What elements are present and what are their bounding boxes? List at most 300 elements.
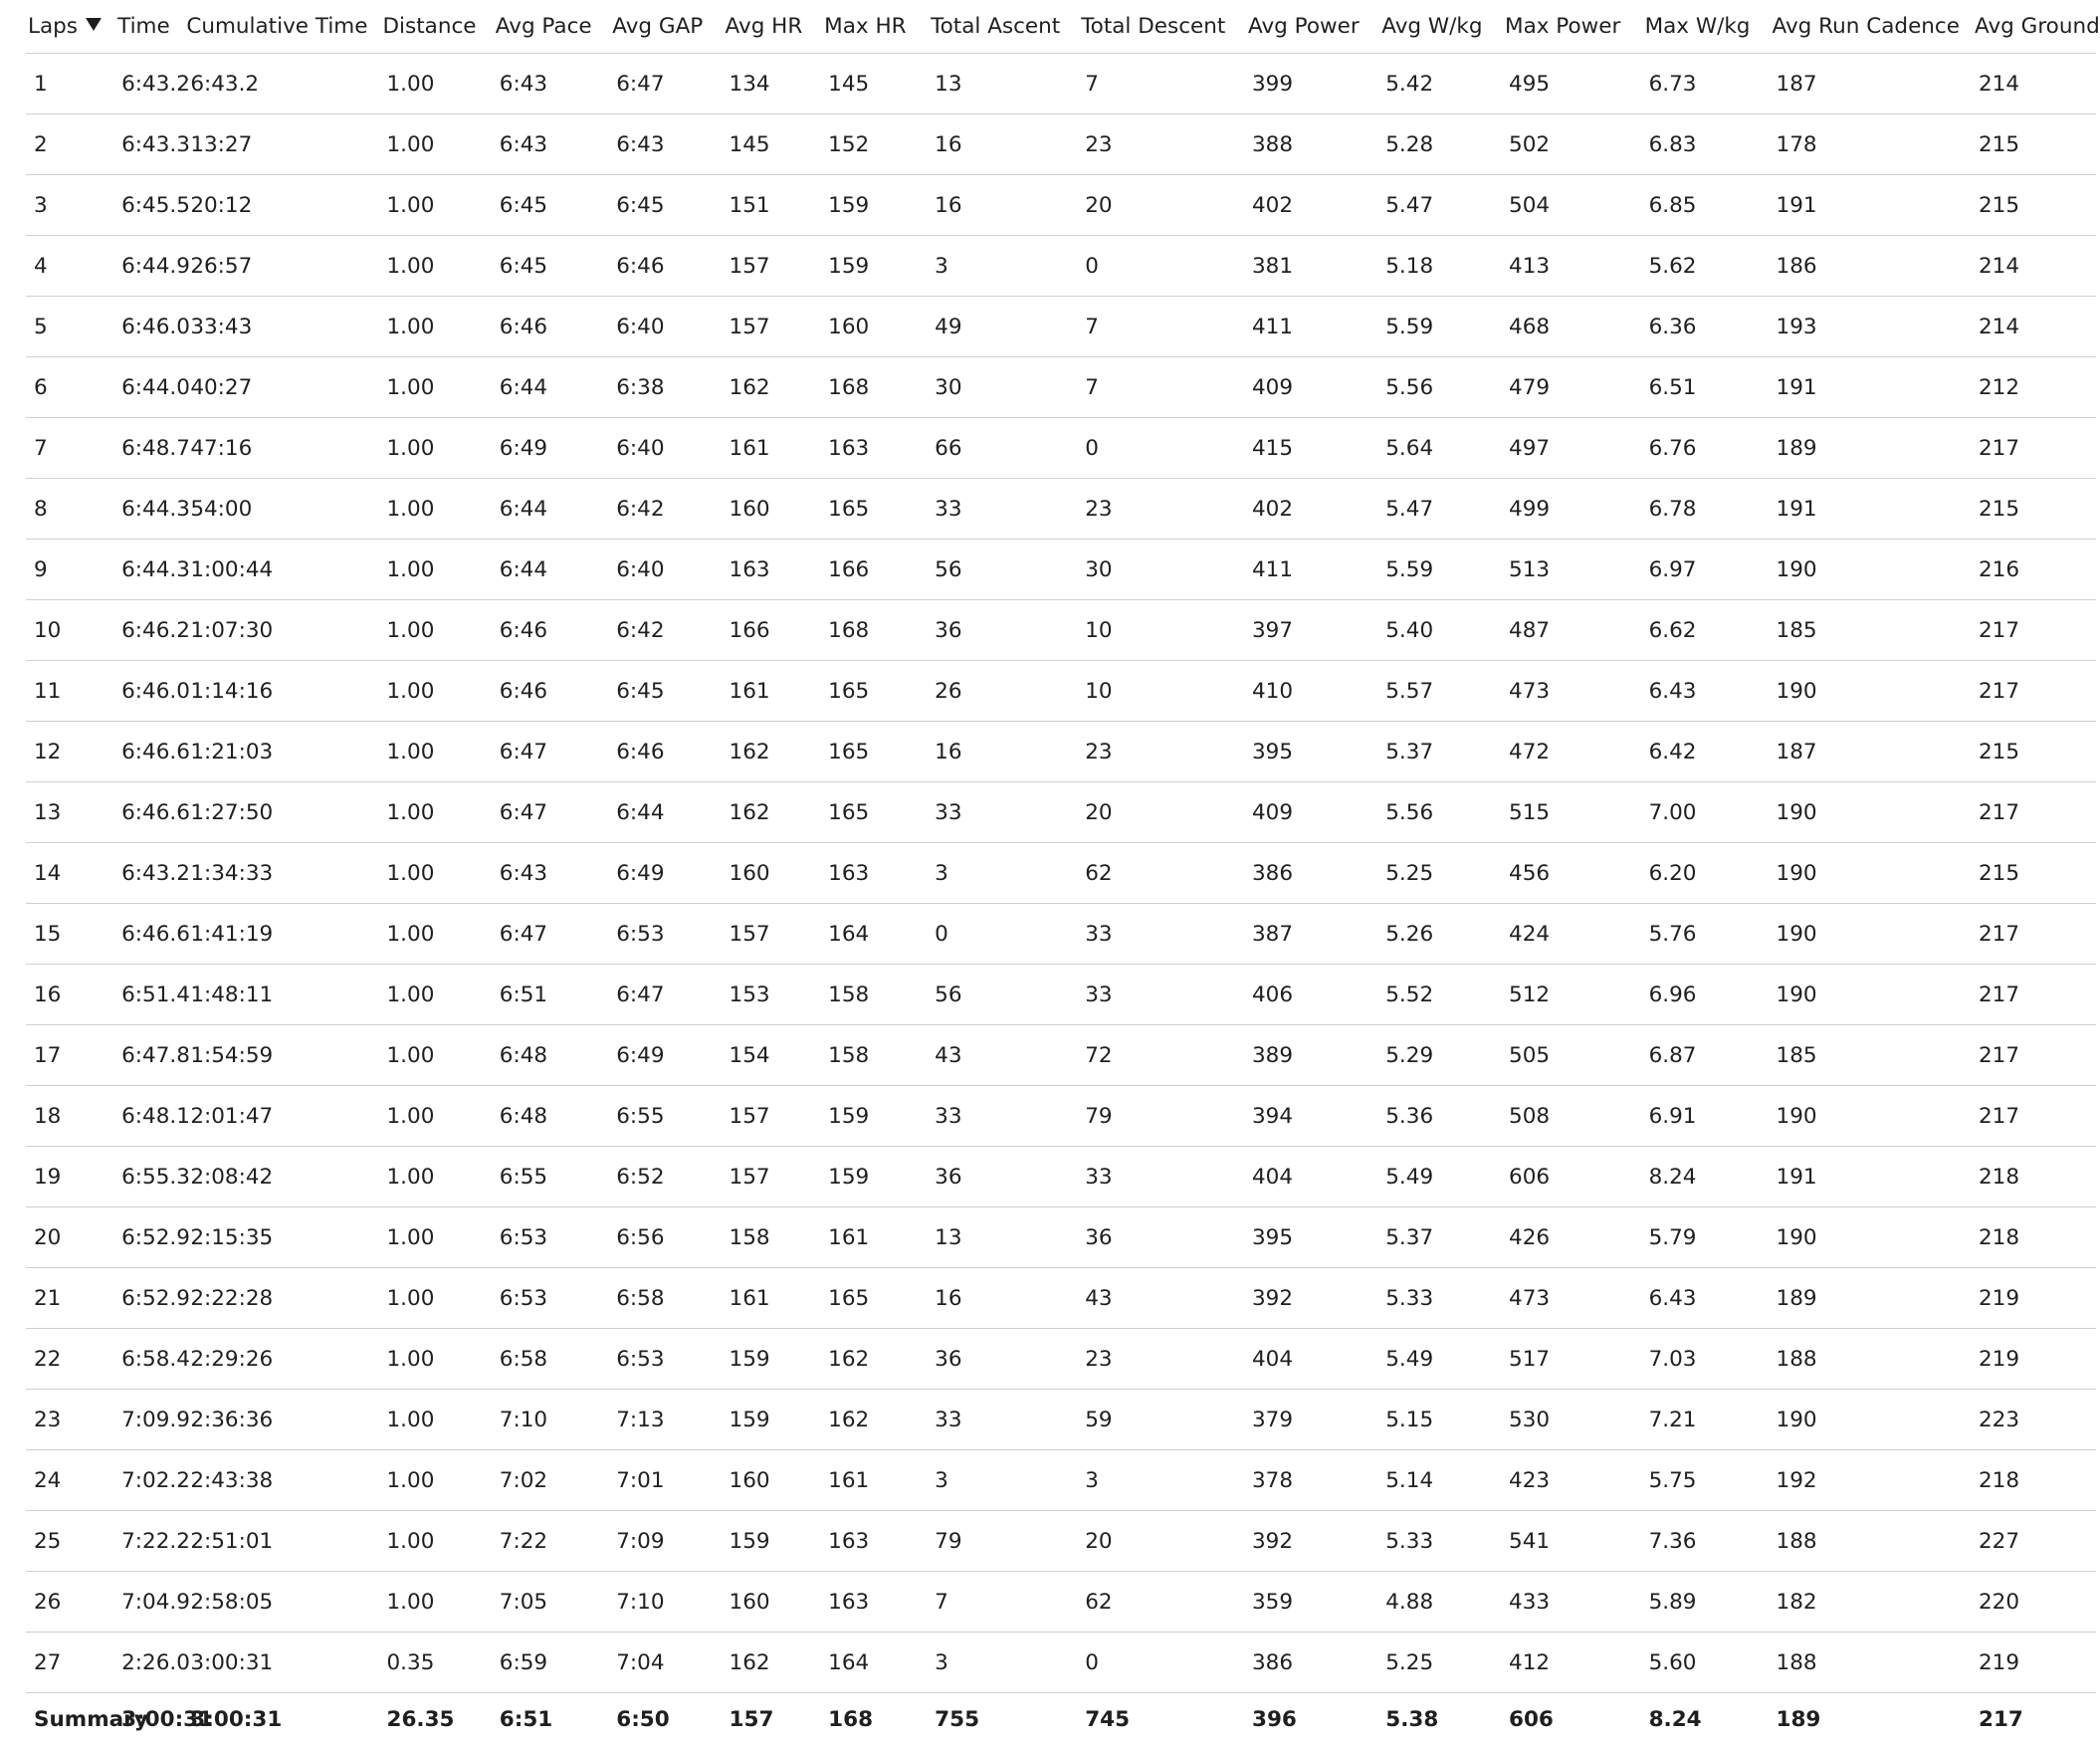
- table-cell: 215: [1971, 479, 2096, 540]
- table-row[interactable]: [26, 661, 2096, 722]
- table-cell: 159: [820, 1086, 927, 1147]
- table-cell: 1:21:03: [182, 722, 378, 782]
- table-cell: 473: [1501, 661, 1641, 722]
- table-cell: 163: [722, 540, 821, 600]
- table-cell: 6:45.5: [113, 175, 182, 236]
- column-header-label: Max W/kg: [1645, 14, 1751, 39]
- table-row[interactable]: [26, 782, 2096, 843]
- table-cell: 530: [1501, 1390, 1641, 1450]
- table-cell: 218: [1971, 1147, 2096, 1207]
- column-header-avg-power[interactable]: [1244, 0, 1377, 54]
- table-cell: 5.49: [1377, 1147, 1501, 1207]
- table-cell: 6:44: [492, 540, 608, 600]
- table-cell: 33: [927, 1390, 1077, 1450]
- summary-cell: 168: [820, 1693, 927, 1745]
- table-cell: 6:51: [492, 965, 608, 1025]
- column-header-label: Avg Power: [1248, 14, 1360, 39]
- table-cell: 1:14:16: [182, 661, 378, 722]
- table-cell: 5.18: [1377, 236, 1501, 297]
- table-cell: 6:46.6: [113, 904, 182, 965]
- table-cell: 424: [1501, 904, 1641, 965]
- table-cell: 1.00: [379, 175, 492, 236]
- table-cell: 191: [1769, 1147, 1971, 1207]
- table-cell: 5.75: [1641, 1450, 1769, 1511]
- table-cell: 160: [722, 1572, 821, 1633]
- table-row[interactable]: [26, 1572, 2096, 1633]
- table-cell: 497: [1501, 418, 1641, 479]
- table-cell: 6:45: [608, 661, 721, 722]
- laps-table-container: [26, 0, 2072, 1736]
- table-cell: 6:51.4: [113, 965, 182, 1025]
- table-cell: 21: [26, 1268, 113, 1329]
- table-cell: 6:52.9: [113, 1207, 182, 1268]
- table-cell: 145: [820, 54, 927, 114]
- table-cell: 3: [927, 236, 1077, 297]
- table-cell: 26:57: [182, 236, 378, 297]
- table-cell: 0: [1077, 236, 1244, 297]
- table-cell: 5.40: [1377, 600, 1501, 661]
- table-cell: 22: [26, 1329, 113, 1390]
- table-cell: 25: [26, 1511, 113, 1572]
- table-cell: 153: [722, 965, 821, 1025]
- table-cell: 16: [927, 175, 1077, 236]
- table-cell: 190: [1769, 843, 1971, 904]
- table-cell: 12: [26, 722, 113, 782]
- summary-cell: 8.24: [1641, 1693, 1769, 1745]
- table-cell: 161: [722, 418, 821, 479]
- table-cell: 165: [820, 479, 927, 540]
- table-cell: 395: [1244, 722, 1377, 782]
- table-cell: 6:48: [492, 1025, 608, 1086]
- table-cell: 6:46.6: [113, 782, 182, 843]
- table-cell: 7:13: [608, 1390, 721, 1450]
- table-row[interactable]: [26, 1390, 2096, 1450]
- table-cell: 6:45: [608, 175, 721, 236]
- column-header-max-w-kg[interactable]: [1641, 0, 1769, 54]
- table-row[interactable]: [26, 600, 2096, 661]
- table-cell: 2:36:36: [182, 1390, 378, 1450]
- table-row[interactable]: [26, 1086, 2096, 1147]
- table-cell: 6:40: [608, 540, 721, 600]
- table-body: [26, 54, 2096, 1745]
- table-cell: 165: [820, 722, 927, 782]
- table-cell: 36: [927, 1329, 1077, 1390]
- table-cell: 163: [820, 418, 927, 479]
- table-cell: 6.96: [1641, 965, 1769, 1025]
- column-header-label: Avg HR: [726, 14, 803, 39]
- column-header-total-descent[interactable]: [1077, 0, 1244, 54]
- table-cell: 6.78: [1641, 479, 1769, 540]
- table-cell: 20: [1077, 175, 1244, 236]
- table-cell: 1.00: [379, 904, 492, 965]
- table-cell: 7.21: [1641, 1390, 1769, 1450]
- summary-cell: 3:00:31: [182, 1693, 378, 1745]
- table-cell: 33: [1077, 965, 1244, 1025]
- table-cell: 62: [1077, 843, 1244, 904]
- table-cell: 187: [1769, 722, 1971, 782]
- table-cell: 163: [820, 843, 927, 904]
- table-cell: 505: [1501, 1025, 1641, 1086]
- table-cell: 5.33: [1377, 1511, 1501, 1572]
- table-cell: 217: [1971, 904, 2096, 965]
- table-cell: 386: [1244, 843, 1377, 904]
- table-cell: 6:43.2: [182, 54, 378, 114]
- table-cell: 159: [722, 1390, 821, 1450]
- table-cell: 79: [927, 1511, 1077, 1572]
- table-cell: 227: [1971, 1511, 2096, 1572]
- table-cell: 6:47: [492, 904, 608, 965]
- table-cell: 515: [1501, 782, 1641, 843]
- table-row[interactable]: [26, 904, 2096, 965]
- table-cell: 2:26.0: [113, 1633, 182, 1693]
- column-header-label: Avg Ground: [1975, 14, 2100, 39]
- table-row[interactable]: [26, 114, 2096, 175]
- table-cell: 1.00: [379, 1207, 492, 1268]
- column-header-label: Laps: [28, 14, 78, 39]
- table-cell: 7: [26, 418, 113, 479]
- table-cell: 6:59: [492, 1633, 608, 1693]
- table-cell: 411: [1244, 540, 1377, 600]
- column-header-laps[interactable]: [26, 0, 113, 54]
- table-cell: 1.00: [379, 1572, 492, 1633]
- table-cell: 190: [1769, 965, 1971, 1025]
- table-cell: 165: [820, 1268, 927, 1329]
- table-row[interactable]: [26, 1147, 2096, 1207]
- table-cell: 157: [722, 297, 821, 357]
- table-cell: 16: [927, 1268, 1077, 1329]
- table-cell: 1.00: [379, 722, 492, 782]
- table-cell: 6:43: [608, 114, 721, 175]
- table-cell: 6:53: [608, 1329, 721, 1390]
- table-cell: 8: [26, 479, 113, 540]
- table-cell: 10: [1077, 661, 1244, 722]
- table-cell: 6:47.8: [113, 1025, 182, 1086]
- table-cell: 43: [927, 1025, 1077, 1086]
- table-cell: 151: [722, 175, 821, 236]
- table-row[interactable]: [26, 175, 2096, 236]
- table-cell: 472: [1501, 722, 1641, 782]
- table-cell: 217: [1971, 965, 2096, 1025]
- table-cell: 214: [1971, 54, 2096, 114]
- column-header-avg-w-kg[interactable]: [1377, 0, 1501, 54]
- table-cell: 7: [1077, 54, 1244, 114]
- table-cell: 214: [1971, 236, 2096, 297]
- table-cell: 5.52: [1377, 965, 1501, 1025]
- table-cell: 6:43.3: [113, 114, 182, 175]
- table-cell: 409: [1244, 357, 1377, 418]
- table-cell: 36: [1077, 1207, 1244, 1268]
- table-cell: 7.36: [1641, 1511, 1769, 1572]
- table-cell: 2:58:05: [182, 1572, 378, 1633]
- table-cell: 16: [927, 114, 1077, 175]
- table-cell: 163: [820, 1511, 927, 1572]
- table-cell: 212: [1971, 357, 2096, 418]
- table-cell: 5.89: [1641, 1572, 1769, 1633]
- column-header-label: Avg GAP: [612, 14, 703, 39]
- table-cell: 3:00:31: [182, 1633, 378, 1693]
- table-cell: 3: [927, 1450, 1077, 1511]
- table-cell: 5.60: [1641, 1633, 1769, 1693]
- table-cell: 23: [1077, 479, 1244, 540]
- table-row[interactable]: [26, 965, 2096, 1025]
- table-cell: 1:54:59: [182, 1025, 378, 1086]
- table-cell: 20: [26, 1207, 113, 1268]
- table-cell: 1.00: [379, 114, 492, 175]
- table-cell: 4: [26, 236, 113, 297]
- table-cell: 7:01: [608, 1450, 721, 1511]
- table-cell: 6:52.9: [113, 1268, 182, 1329]
- table-cell: 187: [1769, 54, 1971, 114]
- table-cell: 5.25: [1377, 843, 1501, 904]
- table-cell: 215: [1971, 722, 2096, 782]
- table-cell: 402: [1244, 479, 1377, 540]
- table-cell: 168: [820, 357, 927, 418]
- table-cell: 6:58: [608, 1268, 721, 1329]
- table-cell: 1.00: [379, 297, 492, 357]
- table-cell: 5.57: [1377, 661, 1501, 722]
- table-cell: 190: [1769, 1207, 1971, 1268]
- table-cell: 6.85: [1641, 175, 1769, 236]
- table-cell: 6:47: [608, 965, 721, 1025]
- table-cell: 6:53: [492, 1268, 608, 1329]
- table-cell: 5.64: [1377, 418, 1501, 479]
- column-header-max-hr[interactable]: [820, 0, 927, 54]
- table-cell: 36: [927, 1147, 1077, 1207]
- table-cell: 502: [1501, 114, 1641, 175]
- table-cell: 7: [1077, 357, 1244, 418]
- column-header-time[interactable]: [113, 0, 182, 54]
- column-header-max-power[interactable]: [1501, 0, 1641, 54]
- table-cell: 6:46.2: [113, 600, 182, 661]
- column-header-label: Total Ascent: [931, 14, 1060, 39]
- table-cell: 1.00: [379, 1511, 492, 1572]
- table-cell: 6:49: [608, 843, 721, 904]
- table-cell: 158: [820, 965, 927, 1025]
- table-cell: 410: [1244, 661, 1377, 722]
- table-cell: 397: [1244, 600, 1377, 661]
- column-header-distance[interactable]: [379, 0, 492, 54]
- table-cell: 1.00: [379, 418, 492, 479]
- table-cell: 1.00: [379, 1390, 492, 1450]
- table-cell: 0: [927, 904, 1077, 965]
- table-cell: 1.00: [379, 1450, 492, 1511]
- table-row[interactable]: [26, 1633, 2096, 1693]
- table-row[interactable]: [26, 479, 2096, 540]
- summary-cell: 189: [1769, 1693, 1971, 1745]
- table-cell: 9: [26, 540, 113, 600]
- table-row[interactable]: [26, 1450, 2096, 1511]
- table-cell: 49: [927, 297, 1077, 357]
- table-cell: 468: [1501, 297, 1641, 357]
- column-header-label: Avg W/kg: [1381, 14, 1482, 39]
- table-cell: 190: [1769, 1086, 1971, 1147]
- table-cell: 17: [26, 1025, 113, 1086]
- table-cell: 161: [820, 1450, 927, 1511]
- table-cell: 217: [1971, 1086, 2096, 1147]
- table-cell: 6:44: [492, 479, 608, 540]
- table-cell: 394: [1244, 1086, 1377, 1147]
- table-cell: 8.24: [1641, 1147, 1769, 1207]
- table-row[interactable]: [26, 1329, 2096, 1390]
- table-cell: 1.00: [379, 782, 492, 843]
- table-cell: 1:27:50: [182, 782, 378, 843]
- column-header-avg-ground[interactable]: [1971, 0, 2096, 54]
- table-cell: 5.29: [1377, 1025, 1501, 1086]
- column-header-label: Max HR: [824, 14, 906, 39]
- table-cell: 217: [1971, 782, 2096, 843]
- table-cell: 163: [820, 1572, 927, 1633]
- table-cell: 6:55: [608, 1086, 721, 1147]
- table-cell: 1.00: [379, 661, 492, 722]
- table-cell: 62: [1077, 1572, 1244, 1633]
- table-cell: 162: [820, 1390, 927, 1450]
- table-cell: 161: [722, 1268, 821, 1329]
- table-cell: 392: [1244, 1511, 1377, 1572]
- table-cell: 20:12: [182, 175, 378, 236]
- table-cell: 40:27: [182, 357, 378, 418]
- summary-cell: 606: [1501, 1693, 1641, 1745]
- table-cell: 13:27: [182, 114, 378, 175]
- summary-cell: 396: [1244, 1693, 1377, 1745]
- table-cell: 6:40: [608, 297, 721, 357]
- table-cell: 1.00: [379, 1147, 492, 1207]
- summary-cell: 217: [1971, 1693, 2096, 1745]
- table-cell: 13: [927, 1207, 1077, 1268]
- header-row: [26, 0, 2096, 54]
- table-cell: 159: [820, 236, 927, 297]
- table-cell: 4.88: [1377, 1572, 1501, 1633]
- sort-descending-icon: [86, 18, 102, 31]
- column-header-label: Total Descent: [1081, 14, 1225, 39]
- table-cell: 164: [820, 1633, 927, 1693]
- table-cell: 402: [1244, 175, 1377, 236]
- table-row[interactable]: [26, 843, 2096, 904]
- table-cell: 26: [927, 661, 1077, 722]
- table-cell: 508: [1501, 1086, 1641, 1147]
- table-cell: 541: [1501, 1511, 1641, 1572]
- column-header-total-ascent[interactable]: [927, 0, 1077, 54]
- table-row[interactable]: [26, 1207, 2096, 1268]
- table-row[interactable]: [26, 540, 2096, 600]
- table-cell: 157: [722, 1147, 821, 1207]
- table-cell: 193: [1769, 297, 1971, 357]
- column-header-avg-gap[interactable]: [608, 0, 721, 54]
- table-cell: 7:02.2: [113, 1450, 182, 1511]
- table-cell: 512: [1501, 965, 1641, 1025]
- table-cell: 36: [927, 600, 1077, 661]
- table-cell: 5.15: [1377, 1390, 1501, 1450]
- table-cell: 479: [1501, 357, 1641, 418]
- table-cell: 1.00: [379, 479, 492, 540]
- table-cell: 23: [1077, 722, 1244, 782]
- table-cell: 215: [1971, 843, 2096, 904]
- table-cell: 1.00: [379, 1329, 492, 1390]
- table-cell: 218: [1971, 1207, 2096, 1268]
- table-cell: 190: [1769, 1390, 1971, 1450]
- table-cell: 6.43: [1641, 661, 1769, 722]
- table-cell: 3: [927, 843, 1077, 904]
- table-cell: 159: [722, 1511, 821, 1572]
- table-row[interactable]: [26, 357, 2096, 418]
- table-cell: 1.00: [379, 540, 492, 600]
- column-header-cumulative-time[interactable]: [182, 0, 378, 54]
- table-cell: 5.47: [1377, 479, 1501, 540]
- column-header-avg-pace[interactable]: [492, 0, 608, 54]
- table-cell: 389: [1244, 1025, 1377, 1086]
- table-cell: 6:49: [492, 418, 608, 479]
- table-cell: 13: [927, 54, 1077, 114]
- table-cell: 1:48:11: [182, 965, 378, 1025]
- table-row[interactable]: [26, 418, 2096, 479]
- table-cell: 5.62: [1641, 236, 1769, 297]
- table-header: [26, 0, 2096, 54]
- table-cell: 215: [1971, 175, 2096, 236]
- table-row[interactable]: [26, 1511, 2096, 1572]
- table-cell: 59: [1077, 1390, 1244, 1450]
- table-cell: 159: [722, 1329, 821, 1390]
- table-cell: 5.76: [1641, 904, 1769, 965]
- table-cell: 189: [1769, 418, 1971, 479]
- table-row[interactable]: [26, 1268, 2096, 1329]
- column-header-label: Avg Pace: [496, 14, 592, 39]
- table-cell: 6.73: [1641, 54, 1769, 114]
- table-cell: 2: [26, 114, 113, 175]
- column-header-label: Distance: [383, 14, 477, 39]
- table-cell: 399: [1244, 54, 1377, 114]
- table-cell: 5.79: [1641, 1207, 1769, 1268]
- table-cell: 426: [1501, 1207, 1641, 1268]
- column-header-avg-run-cadence[interactable]: [1769, 0, 1971, 54]
- table-cell: 6:44: [492, 357, 608, 418]
- table-cell: 43: [1077, 1268, 1244, 1329]
- table-cell: 1:41:19: [182, 904, 378, 965]
- table-row[interactable]: [26, 722, 2096, 782]
- table-cell: 160: [820, 297, 927, 357]
- table-row[interactable]: [26, 297, 2096, 357]
- table-cell: 10: [26, 600, 113, 661]
- table-cell: 2:43:38: [182, 1450, 378, 1511]
- summary-row: [26, 1693, 2096, 1745]
- table-cell: 24: [26, 1450, 113, 1511]
- table-cell: 2:29:26: [182, 1329, 378, 1390]
- table-cell: 5.56: [1377, 357, 1501, 418]
- table-cell: 0: [1077, 418, 1244, 479]
- table-cell: 7: [1077, 297, 1244, 357]
- table-cell: 6:42: [608, 479, 721, 540]
- table-cell: 1.00: [379, 1268, 492, 1329]
- table-cell: 1: [26, 54, 113, 114]
- table-cell: 72: [1077, 1025, 1244, 1086]
- column-header-avg-hr[interactable]: [722, 0, 821, 54]
- summary-cell: 3:00:31: [113, 1693, 182, 1745]
- table-cell: 219: [1971, 1268, 2096, 1329]
- table-row[interactable]: [26, 236, 2096, 297]
- table-cell: 5: [26, 297, 113, 357]
- table-cell: 162: [722, 782, 821, 843]
- table-cell: 1.00: [379, 965, 492, 1025]
- table-row[interactable]: [26, 1025, 2096, 1086]
- table-cell: 7:04.9: [113, 1572, 182, 1633]
- table-cell: 178: [1769, 114, 1971, 175]
- table-cell: 217: [1971, 661, 2096, 722]
- table-cell: 217: [1971, 1025, 2096, 1086]
- table-cell: 378: [1244, 1450, 1377, 1511]
- table-cell: 5.36: [1377, 1086, 1501, 1147]
- table-cell: 395: [1244, 1207, 1377, 1268]
- table-row[interactable]: [26, 54, 2096, 114]
- table-cell: 6:42: [608, 600, 721, 661]
- table-cell: 134: [722, 54, 821, 114]
